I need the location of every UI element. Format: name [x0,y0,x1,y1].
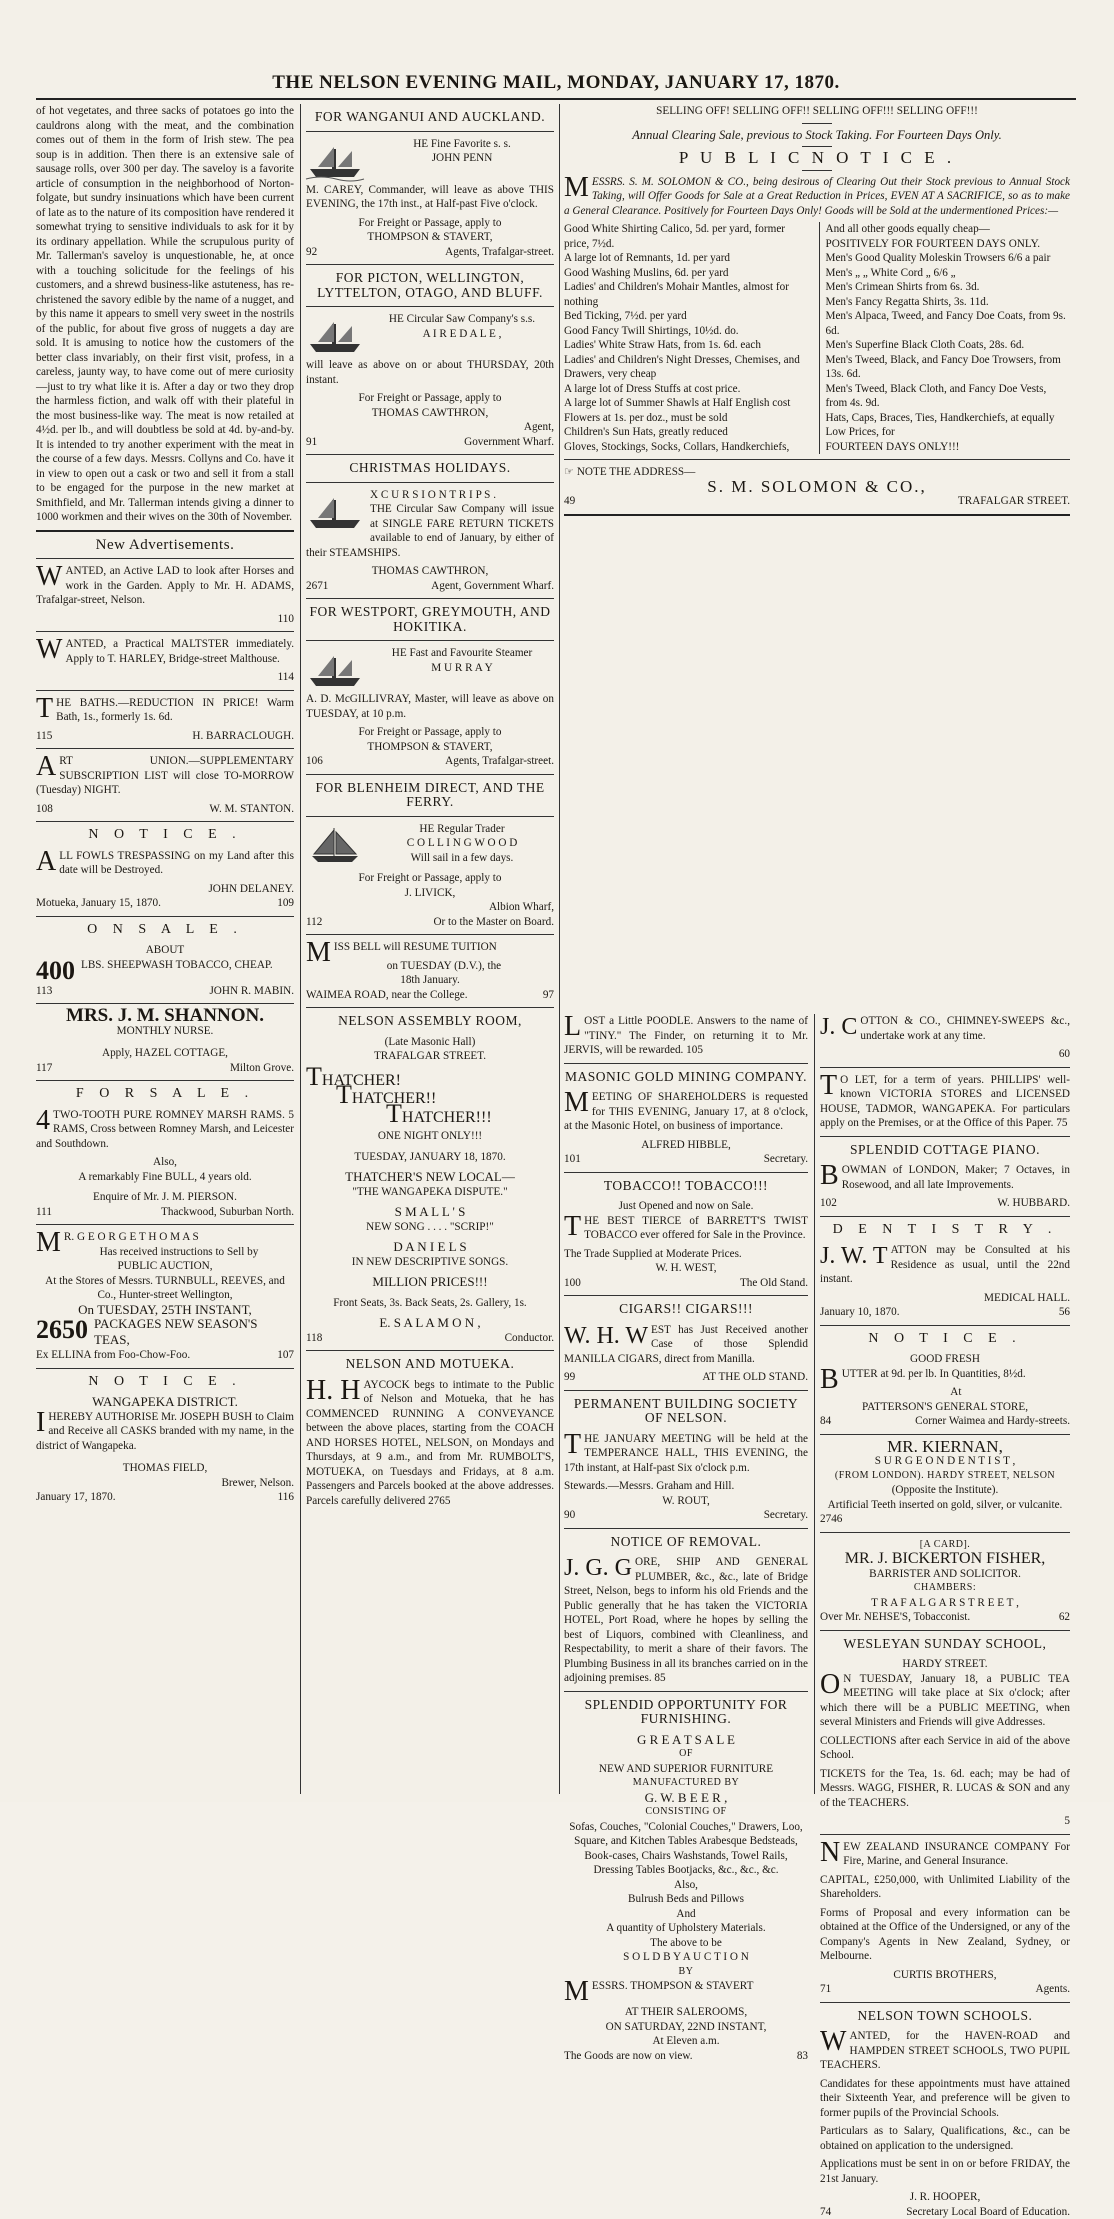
column-2: FOR WANGANUI AND AUCKLAND. HE Fine Favorite s. s. JOHN PENN M. CAREY, Commander, will leave as above THIS EVENING, the 17th inst., at Half-past Five o'clock. For Freight or Passage, apply to THOMPSON & STAVERT, 92 Agents, Trafalgar-street. FOR PICTON, WELLINGTON, LYTTELTON, OTAGO, AND BLUFF. HE Circular Saw Company's s.s. A I R E D A L E , will leave as above on or about THURSDAY, 20th instant. For Freight or Passage, apply to THOMAS CAWTHRON, Agent, 91 Government Wharf. CHRISTMAS HOLIDAYS. X C U R S I O N T R I P S . THE Circular Saw Company will issue at SINGLE FARE RETURN TICKETS available to end of January, by either of their STEAMSHIPS. THOMAS CAWTHRON, 2671 Agent, Government Wharf. FOR WESTPORT, GREYMOUTH, AND HOKITIKA. HE Fast and Favourite Steamer M U R R A Y A. D. McGILLIVRAY, Master, will leave as above on TUESDAY, at 10 p.m. For Freight or Passage, apply to THOMPSON & STAVERT, 106 Agents, Trafalgar-street. FOR BLENHEIM DIRECT, AND THE FERRY. HE Regular Trader C O L L I N G W O O D Will sail in a few days. For Freight or Passage, apply to J. LIVICK, Albion Wharf, 112 Or to the Master on Board. MISS BELL will RESUME TUITION on TUESDAY (D.V.), the 18th January. WAIMEA ROAD, near the College. 97 NELSON ASSEMBLY ROOM, (Late Masonic Hall) TRAFALGAR STREET. THATCHER! THATCHER!! THATCHER!!! ONE NIGHT ONLY!!! TUESDAY, JANUARY 18, 1870. THATCHER'S NEW LOCAL— "THE WANGAPEKA DISPUTE." S M A L L ' S NEW SONG . . . . "SCRIP!" D A N I E L S IN NEW DESCRIPTIVE SONGS. MILLION PRICES!!! Front Seats, 3s. Back Seats, 2s. Gallery, 1s. E. S A L A M O N , 118 Conductor. NELSON AND MOTUEKA. H. H AYCOCK begs to intimate to the Public of Nelson and Motueka, that he has COMMENCED RUNNING A CONVEYANCE between the above places, starting from the COACH AND HORSES HOTEL, NELSON, on Mondays and Thursdays, at 9 a.m., and from Mr. RUMBOLT'S, MOTUEKA, on Tuesdays and Fridays, at 8 a.m. Passengers and Parcels booked at the above addresses. Parcels carefully delivered 2765 [306,109,554,1507]
ad-rams: 4 TWO-TOOTH PURE ROMNEY MARSH RAMS. 5 RAMS, Cross between Romney Marsh, and Leicester and Southdown. [36,1104,294,1150]
column-3a: LOST a Little POODLE. Answers to the name of "TINY." The Finder, on returning it to Mr. JERVIS, will be rewarded. 105 MASONIC GOLD MINING COMPANY. MEETING OF SHAREHOLDERS is requested for THIS EVENING, January 17, at 8 o'clock, at the Masonic Hotel, on business of importance. ALFRED HIBBLE, 101 Secretary. TOBACCO!! TOBACCO!!! Just Opened and now on Sale. THE BEST TIERCE of BARRETT'S TWIST TOBACCO ever offered for Sale in the Province. The Trade Supplied at Moderate Prices. W. H. WEST, 100 The Old Stand. CIGARS!! CIGARS!!! W. H. W EST has Just Received another Case of those Splendid MANILLA CIGARS, direct from Manilla. 99 AT THE OLD STAND. PERMANENT BUILDING SOCIETY OF NELSON. THE JANUARY MEETING will be held at the TEMPERANCE HALL, THIS EVENING, the 17th instant, at Half-past Six o'clock p.m. Stewards.—Messrs. Graham and Hill. W. ROUT, 90 Secretary. NOTICE OF REMOVAL. J. G. G ORE, SHIP AND GENERAL PLUMBER, &c., &c., late of Bridge Street, Nelson, begs to inform his old Friends and the Public generally that he has taken the VICTORIA HOTEL, Port Road, where he hopes by selling the best of Liquors, combined with Cleanliness, and Respectability, to merit a share of their favors. The Plumbing Business in all its branches carried on in the adjoining premises. 85 SPLENDID OPPORTUNITY FOR FURNISHING. G R E A T S A L E OF NEW AND SUPERIOR FURNITURE MANUFACTURED BY G. W. B E E R , CONSISTING OF Sofas, Couches, "Colonial Couches," Drawers, Loo, Square, and Kitchen Tables Arabesque Bedsteads, Book-cases, Chairs Washstands, Towel Rails, Dressing Tables Bootjacks, &c., &c., &c. Also, Bulrush Beds and Pillows And A quantity of Upholstery Materials. The above to be S O L D B Y A U C T I O N BY MESSRS. THOMPSON & STAVERT AT THEIR SALEROOMS, ON SATURDAY, 22ND INSTANT, At Eleven a.m. The Goods are now on view. 83 [564,1011,808,2062]
ad-art-union: ART UNION.—SUPPLEMENTARY SUBSCRIPTION LIST will close TO-MORROW (Tuesday) NIGHT. [36,751,294,796]
price-list-item: Men's Alpaca, Tweed, and Fancy Doe Coats, from 9s. 6d. [825,310,1066,337]
price-list-item: Men's Fancy Regatta Shirts, 3s. 11d. [825,295,989,308]
price-list-item: Ladies' and Children's Night Dresses, Chemises, and Drawers, very cheap [564,353,800,380]
steamship-icon [306,490,364,532]
price-list-item: Good White Shirting Calico, 5d. per yard, former price, 7½d. [564,223,786,250]
steamship-icon [306,314,364,356]
price-list [564,222,1070,454]
price-list-item: FOURTEEN DAYS ONLY!!! [825,440,960,453]
price-list-item: Ladies' and Children's Mohair Mantles, almost for nothing [564,281,789,308]
ad-field: IHEREBY AUTHORISE Mr. JOSEPH BUSH to Claim and Receive all CASKS branded with my name, in the district of Wangapeka. [36,1406,294,1452]
ad-shannon-title: MRS. J. M. SHANNON. [66,1005,264,1026]
price-list-item: Flowers at 1s. per doz., must be sold [564,411,728,424]
price-list-item: And all other goods equally cheap— [825,223,990,235]
price-list-item: Men's Good Quality Moleskin Trowsers 6/6 a pair [825,252,1051,264]
note-address: ☞ NOTE THE ADDRESS— [564,466,696,478]
price-list-left [564,222,809,454]
price-list-item: Men's „ „ White Cord „ 6/6 „ [825,266,956,279]
price-list-item: Children's Sun Hats, greatly reduced [564,426,728,438]
price-list-item: Hats, Caps, Braces, Ties, Handkerchiefs, at equally Low Prices, for [825,411,1055,438]
steamship-icon [306,139,364,181]
price-list-item: Men's Crimean Shirts from 6s. 3d. [825,281,980,293]
ad-maltster: WANTED, a Practical MALTSTER immediately. Apply to T. HARLEY, Bridge-street Malthouse. [36,634,294,665]
pointing-hand-icon: ☞ [564,466,575,478]
sailing-ship-icon [306,824,364,866]
masthead: THE NELSON EVENING MAIL, MONDAY, JANUARY 17, 1870. [272,72,840,93]
column-divider [559,104,560,1794]
price-list-item: A large lot of Dress Stuffs at cost price. [564,382,741,395]
column-divider [300,104,301,1794]
masthead-rule [36,98,1076,100]
price-list-item: Ladies' White Straw Hats, from 1s. 6d. each [564,339,761,351]
ad-lad: WANTED, an Active LAD to look after Horses and work in the Garden. Apply to Mr. H. ADAMS, Trafalgar-street, Nelson. [36,561,294,606]
solomon-intro: MESSRS. S. M. SOLOMON & CO., being desirous of Clearing Out their Stock previous to Annual Stock Taking, will Offer Goods for Sale at a Great Reduction in Prices, EVEN AT A SACRIFICE, so as to make a General Clearance. Positively for Fourteen Days Only! Goods will be Sold at the undermentioned Prices:— [564,171,1070,217]
assembly-heading: NELSON ASSEMBLY ROOM, [338,1013,522,1028]
steamship-icon [306,648,364,690]
price-list-item: A large lot of Remnants, 1d. per yard [564,252,731,264]
price-list-item: POSITIVELY FOR FOURTEEN DAYS ONLY. [825,237,1041,250]
notice-heading: N O T I C E . [88,827,242,842]
ad-tobacco-400: 400 LBS. SHEEPWASH TOBACCO, CHEAP. [36,955,273,985]
price-list-item: Men's Tweed, Black, and Fancy Doe Trowsers, from 13s. 6d. [825,353,1061,380]
wanganui-heading: FOR WANGANUI AND AUCKLAND. [314,109,546,124]
motueka-heading: NELSON AND MOTUEKA. [345,1356,515,1371]
section-heading: New Advertisements. [95,536,235,553]
price-list-item: A large lot of Summer Shawls at Half English cost [564,397,791,409]
price-list-item: Good Fancy Twill Shirtings, 10½d. do. [564,324,739,337]
price-list-right [819,222,1071,454]
column-divider [814,1014,815,1794]
ad-baths: THE BATHS.—REDUCTION IN PRICE! Warm Bath, 1s., formerly 1s. 6d. [36,692,294,724]
ad-thomas: M R. G E O R G E T H O M A S [36,1227,199,1258]
ad-poodle: LOST a Little POODLE. Answers to the name of "TINY." The Finder, on returning it to Mr. JERVIS, will be rewarded. 105 [564,1011,808,1056]
notice-heading-2: N O T I C E . [88,1373,242,1389]
price-list-item: Bed Ticking, 7½d. per yard [564,310,687,322]
christmas-heading: CHRISTMAS HOLIDAYS. [349,460,511,475]
ad-haycock: H. H AYCOCK begs to intimate to the Public of Nelson and Motueka, that he has COMMENCED RUNNING A CONVEYANCE between the above places, starting from the COACH AND HORSES HOTEL, NELSON, on Mondays and Thursdays, at 9 a.m., and from Mr. RUMBOLT'S, MOTUEKA, on Tuesdays and Fridays, at 8 a.m. Passengers and Parcels booked at the above addresses. Parcels carefully delivered 2765 [306,1374,554,1507]
westport-heading: FOR WESTPORT, GREYMOUTH, AND HOKITIKA. [309,604,551,634]
price-list-item: Good Washing Muslins, 6d. per yard [564,266,729,279]
price-list-item: Men's Tweed, Black Cloth, and Fancy Doe Vests, from 4s. 9d. [825,382,1047,409]
ad-fowls: ALL FOWLS TRESPASSING on my Land after this date will be Destroyed. [36,845,294,877]
price-list-item: Men's Superfine Black Cloth Coats, 28s. 6d. [825,339,1025,351]
picton-heading: FOR PICTON, WELLINGTON, LYTTELTON, OTAGO, AND BLUFF. [317,270,543,300]
column-3b: J. C OTTON & CO., CHIMNEY-SWEEPS &c., undertake work at any time. 60 T O LET, for a term of years. PHILLIPS' well-known VICTORIA STORES and LICENSED HOUSE, TADMOR, WANGAPEKA. For particulars apply on the Premises, or at the Office of this Paper. 75 SPLENDID COTTAGE PIANO. BOWMAN of LONDON, Maker; 7 Octaves, in Rosewood, and all late Improvements. 102 W. HUBBARD. D E N T I S T R Y . J. W. T ATTON may be Consulted at his Residence as usual, until the 22nd instant. MEDICAL HALL. January 10, 1870. 56 N O T I C E . GOOD FRESH BUTTER at 9d. per lb. In Quantities, 8½d. At PATTERSON'S GENERAL STORE, 84 Corner Waimea and Hardy-streets. MR. KIERNAN, S U R G E O N D E N T I S T , (FROM LONDON). HARDY STREET, NELSON (Opposite the Institute). Artificial Teeth inserted on gold, silver, or vulcanite. 2746 [A CARD]. MR. J. BICKERTON FISHER, BARRISTER AND SOLICITOR. CHAMBERS: T R A F A L G A R S T R E E T , Over Mr. NEHSE'S, Tobacconist. 62 WESLEYAN SUNDAY SCHOOL, HARDY STREET. O N TUESDAY, January 18, a PUBLIC TEA MEETING will take place at Six o'clock; after which there will be a PUBLIC MEETING, when several Ministers and Friends will give Addresses. COLLECTIONS after each Service in aid of the above School. TICKETS for the Tea, 1s. 6d. each; may be had of Messrs. WAGG, FISHER, R. LUCAS & SON and any of the TEACHERS. 5 NEW ZEALAND INSURANCE COMPANY For Fire, Marine, and General Insurance. CAPITAL, £250,000, with Unlimited Liability of the Shareholders. Forms of Proposal and every information can be obtained at the Office of the Undersigned, or any of the Company's Agents in New Zealand, Sydney, or Melbourne. CURTIS BROTHERS, 71 Agents. NELSON TOWN SCHOOLS. WANTED, for the HAVEN-ROAD and HAMPDEN STREET SCHOOLS, TWO PUPIL TEACHERS. Candidates for these appointments must have attained their Sixteenth Year, and preference will be given to former pupils of the Provincial Schools. Particulars as to Salary, Qualifications, &c., can be obtained on application to the undersigned. Applications must be sent in on or before FRIDAY, the 21st January. J. R. HOOPER, 74 Secretary Local Board of Education. [820,1014,1070,2218]
blenheim-heading: FOR BLENHEIM DIRECT, AND THE FERRY. [315,779,545,809]
price-list-item: Gloves, Stockings, Socks, Collars, Handkerchiefs, [564,440,790,453]
column-1: of hot vegetates, and three sacks of potatoes go into the cauldrons along with the meat, and the combination comes out of them in the form of Irish stew. The pea soup is in addition. Then there is an extensive sale of sausage rolls, over 300 per day. The saveloy is a favorite article of consumption in the neighborhood of Norton-folgate, but sundry insinuations which have been current of late as to the nature of its composition have rendered it somewhat trying to sensitive individuals to ask for it by its ordinary appellation. While the scrupulous purity of Mr. Tallerman's saveloy is unquestionable, he, at once with a touching solicitude for the feelings of his customers, and a shrewd business-like astuteness, has re-christened the savory edible by the name of a nugget, and by this name it appears to smell very sweet in the nostrils of the public, for about five gross of nuggets a day are sold. It is amusing to notice how the customers of the better class invariably, on their first visit, profess, in a careless, jaunty way, to have come out of mere curiosity—just to try what like it is. After a day or two they drop the harmless fiction, and walk off with their plateful in the most business-like way. The meat is now retailed at 4½d. per lb., and will doubtless be sold at 4d. by-and-by. It is intended to try another experiment with the meat in the course of a few days. Messrs. Collyns and Co. have it in view to open out a cask or two and sell it from a stall to be engaged for the purpose in the new market at Smithfield, and Mr. Tallerman intends giving a dinner to 1000 workmen and their wives on the 30th of November. New Advertisements. WANTED, an Active LAD to look after Horses and work in the Garden. Apply to Mr. H. ADAMS, Trafalgar-street, Nelson. 110 WANTED, a Practical MALTSTER immediately. Apply to T. HARLEY, Bridge-street Malthouse. 114 THE BATHS.—REDUCTION IN PRICE! Warm Bath, 1s., formerly 1s. 6d. 115 H. BARRACLOUGH. ART UNION.—SUPPLEMENTARY SUBSCRIPTION LIST will close TO-MORROW (Tuesday) NIGHT. 108 W. M. STANTON. N O T I C E . ALL FOWLS TRESPASSING on my Land after this date will be Destroyed. JOHN DELANEY. Motueka, January 15, 1870. 109 O N S A L E . ABOUT 400 LBS. SHEEPWASH TOBACCO, CHEAP. 113 JOHN R. MABIN. MRS. J. M. SHANNON. MONTHLY NURSE. Apply, HAZEL COTTAGE, 117 Milton Grove. F O R S A L E . 4 TWO-TOOTH PURE ROMNEY MARSH RAMS. 5 RAMS, Cross between Romney Marsh, and Leicester and Southdown. Also, A remarkably Fine BULL, 4 years old. Enquire of Mr. J. M. PIERSON. 111 Thackwood, Suburban North. M R. G E O R G E T H O M A S Has received instructions to Sell by PUBLIC AUCTION, At the Stores of Messrs. TURNBULL, REEVES, and Co., Hunter-street Wellington, On TUESDAY, 25TH INSTANT, 2650 PACKAGES NEW SEASON'S TEAS, Ex ELLINA from Foo-Chow-Foo. 107 N O T I C E . WANGAPEKA DISTRICT. IHEREBY AUTHORISE Mr. JOSEPH BUSH to Claim and Receive all CASKS branded with my name, in the district of Wangapeka. THOMAS FIELD, Brewer, Nelson. January 17, 1870. 116 [36,105,294,1503]
for-sale-heading: F O R S A L E . [75,1086,255,1101]
on-sale-heading: O N S A L E . [87,921,243,937]
public-notice-heading: P U B L I C N O T I C E . [678,148,956,167]
column-3-wide-ad: SELLING OFF! SELLING OFF!! SELLING OFF!!! SELLING OFF!!! Annual Clearing Sale, previous to Stock Taking. For Fourteen Days Only. P U B L I C N O T I C E . MESSRS. S. M. SOLOMON & CO., being desirous of Clearing Out their Stock previous to Annual Stock Taking, will Offer Goods for Sale at a Great Reduction in Prices, EVEN AT A SACRIFICE, so as to make a General Clearance. Positively for Fourteen Days Only! Goods will be Sold at the undermentioned Prices:— Good White Shirting Calico, 5d. per yard, former price, 7½d. A large lot of Remnants, 1d. per yard Good Washing Muslins, 6d. per yard Ladies' and Children's Mohair Mantles, almost for nothing Bed Ticking, 7½d. per yard Good Fancy Twill Shirtings, 10½d. do. Ladies' White Straw Hats, from 1s. 6d. each Ladies' and Children's Night Dresses, Chemises, and Drawers, very cheap A large lot of Dress Stuffs at cost price. A large lot of Summer Shawls at Half English cost Flowers at 1s. per doz., must be sold Children's Sun Hats, greatly reduced Gloves, Stockings, Socks, Collars, Handkerchiefs, And all other goods equally cheap— POSITIVELY FOR FOURTEEN DAYS ONLY. Men's Good Quality Moleskin Trowsers 6/6 a pair Men's „ „ White Cord „ 6/6 „ Men's Crimean Shirts from 6s. 3d. Men's Fancy Regatta Shirts, 3s. 11d. Men's Alpaca, Tweed, and Fancy Doe Coats, from 9s. 6d. Men's Superfine Black Cloth Coats, 28s. 6d. Men's Tweed, Black, and Fancy Doe Trowsers, from 13s. 6d. Men's Tweed, Black Cloth, and Fancy Doe Vests, from 4s. 9d. Hats, Caps, Braces, Ties, Handkerchiefs, at equally Low Prices, for FOURTEEN DAYS ONLY!!! ☞ NOTE THE ADDRESS— S. M. SOLOMON & CO., 49 TRAFALGAR STREET. [564,104,1070,1009]
ad-miss-bell: MISS BELL will RESUME TUITION [306,937,497,968]
solomon-name: S. M. SOLOMON & CO., [707,476,927,496]
article-text: of hot vegetates, and three sacks of potatoes go into the cauldrons along with the meat, and the combination comes out of them in the form of Irish stew. The pea soup is in addition. Then there is an extensive sale of sausage rolls, over 300 per day. The saveloy is a favorite article of consumption in the neighborhood of Norton-folgate, but sundry insinuations which have been current of late as to the nature of its composition have rendered it somewhat trying to sensitive individuals to ask for it by its ordinary appellation. While the scrupulous purity of Mr. Tallerman's saveloy is unquestionable, he, at once with a touching solicitude for the feelings of his customers, and a shrewd business-like astuteness, has re-christened the savory edible by the name of a nugget, and by this name it appears to smell very sweet in the nostrils of the public, for about five gross of nuggets a day are sold. It is amusing to notice how the customers of the better class invariably, on their first visit, profess, in a careless, jaunty way, to have come out of mere curiosity—just to try what like it is. After a day or two they drop the harmless fiction, and walk off with their plateful in the most business-like way. The meat is now retailed at 4½d. per lb., and will doubtless be sold at 4d. by-and-by. It is intended to try another experiment with the meat in the course of a few days. Messrs. Collyns and Co. have it in view to open out a cask or two and sell it from a stall to be engaged for the purpose in the new market at Smithfield, and Mr. Tallerman intends giving a dinner to 1000 workmen and their wives on the 30th of November. [36,105,294,523]
